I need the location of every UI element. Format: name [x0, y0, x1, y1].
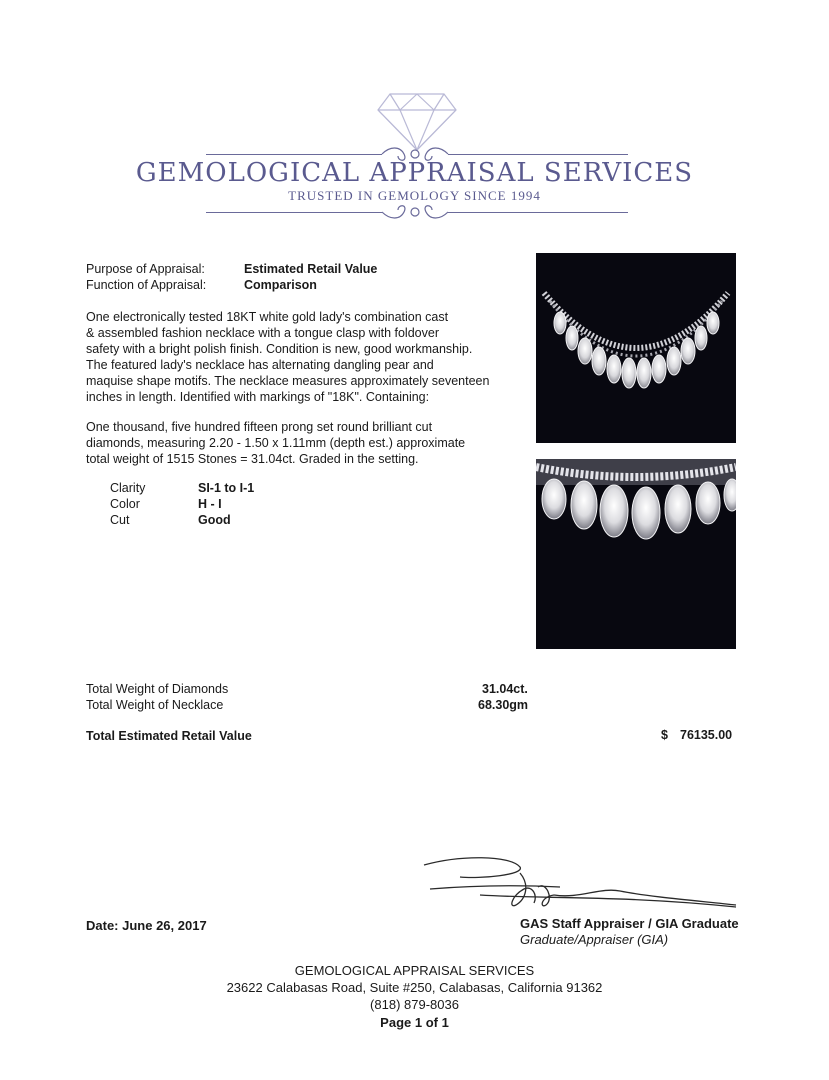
function-value: Comparison	[244, 278, 317, 292]
description-line: inches in length. Identified with markings of "18K". Containing:	[86, 390, 430, 404]
description-line: maquise shape motifs. The necklace measures approximately seventeen	[86, 374, 490, 388]
necklace-full-illustration	[536, 253, 736, 443]
necklace-photo-closeup	[536, 459, 736, 649]
appraiser-title: GAS Staff Appraiser / GIA Graduate	[520, 916, 739, 931]
description-line: One electronically tested 18KT white gold lady's combination cast	[86, 310, 449, 324]
description-line: & assembled fashion necklace with a tongue clasp with foldover	[86, 326, 439, 340]
footer-company: GEMOLOGICAL APPRAISAL SERVICES	[294, 963, 535, 978]
header-rule-bottom-right	[448, 212, 628, 213]
color-label: Color	[110, 497, 140, 511]
necklace-closeup-illustration	[536, 459, 736, 649]
diamond-line: One thousand, five hundred fifteen prong set round brilliant cut	[86, 420, 433, 434]
appraisal-date: Date: June 26, 2017	[86, 918, 207, 933]
purpose-value: Estimated Retail Value	[244, 262, 378, 276]
color-value: H - I	[198, 497, 222, 511]
footer-address: 23622 Calabasas Road, Suite #250, Calabasas, California 91362	[226, 980, 603, 995]
diamond-description	[86, 419, 536, 467]
diamond-line: diamonds, measuring 2.20 - 1.50 x 1.11mm (depth est.) approximate	[86, 436, 466, 450]
company-tagline: TRUSTED IN GEMOLOGY SINCE 1994	[288, 188, 541, 203]
header-rule-top-left	[206, 154, 382, 155]
page-number: Page 1 of 1	[380, 1015, 449, 1030]
cut-value: Good	[198, 513, 231, 527]
appraiser-signature	[420, 855, 740, 915]
retail-value: 76135.00	[680, 728, 733, 742]
total-diamonds-value: 31.04ct.	[482, 682, 528, 696]
diamond-line: total weight of 1515 Stones = 31.04ct. Graded in the setting.	[86, 452, 419, 466]
footer-phone: (818) 879-8036	[370, 997, 459, 1012]
appraiser-subtitle: Graduate/Appraiser (GIA)	[520, 932, 669, 947]
description-line: The featured lady's necklace has alternating dangling pear and	[86, 358, 434, 372]
necklace-photo-full	[536, 253, 736, 443]
diamond-logo-icon	[376, 90, 458, 152]
description-line: safety with a bright polish finish. Condition is new, good workmanship.	[86, 342, 473, 356]
retail-value-label: Total Estimated Retail Value	[86, 729, 252, 743]
header-rule-bottom-left	[206, 212, 382, 213]
function-label: Function of Appraisal:	[86, 278, 207, 292]
company-name: GEMOLOGICAL APPRAISAL SERVICES	[135, 158, 694, 188]
item-description	[86, 309, 536, 405]
clarity-value: SI-1 to I-1	[198, 481, 255, 495]
clarity-label: Clarity	[110, 481, 146, 495]
retail-currency: $	[661, 728, 668, 742]
purpose-label: Purpose of Appraisal:	[86, 262, 205, 276]
cut-label: Cut	[110, 513, 130, 527]
total-necklace-label: Total Weight of Necklace	[86, 698, 224, 712]
total-necklace-value: 68.30gm	[478, 698, 529, 712]
flourish-bottom-icon	[380, 202, 450, 222]
total-diamonds-label: Total Weight of Diamonds	[86, 682, 229, 696]
header-rule-top-right	[448, 154, 628, 155]
